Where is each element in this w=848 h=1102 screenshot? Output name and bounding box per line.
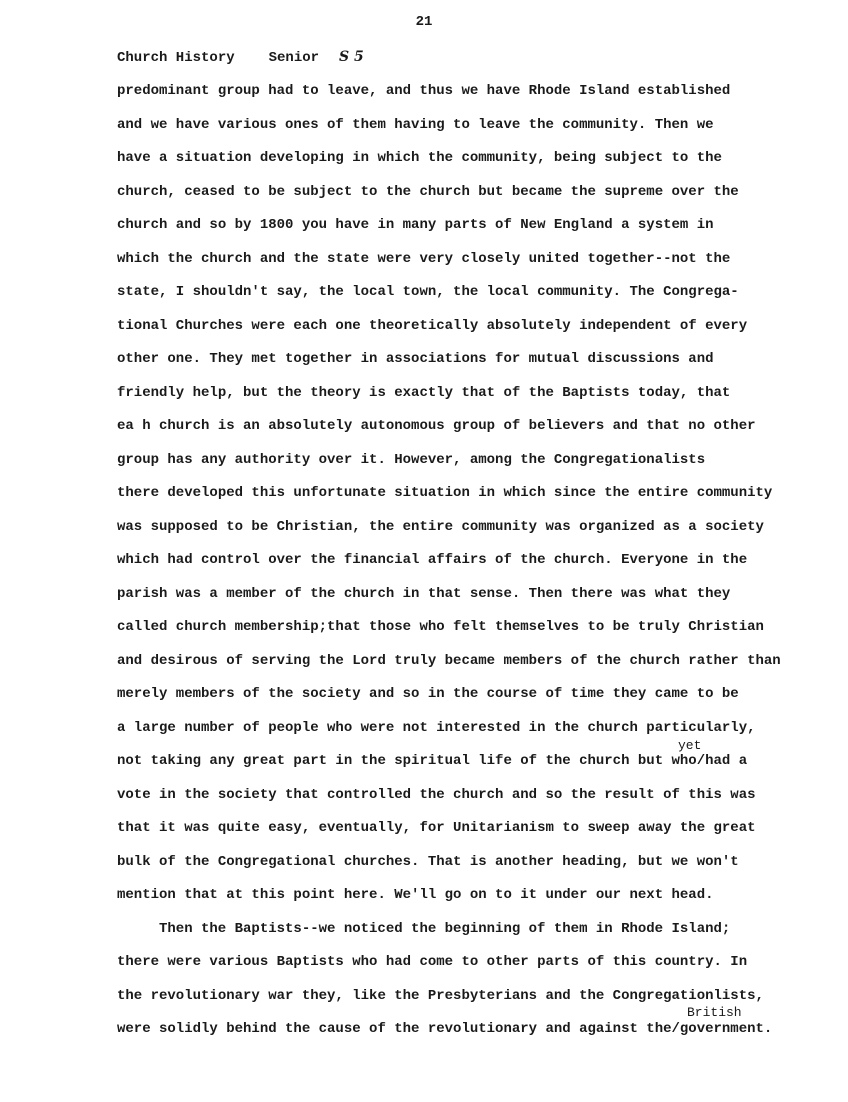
text-line: tional Churches were each one theoretically absolutely independent of every — [117, 317, 748, 334]
course-level: Senior — [268, 50, 320, 66]
text-line: and we have various ones of them having to leave the community. Then we — [117, 116, 714, 133]
text-line: was supposed to be Christian, the entire community was organized as a society — [117, 518, 764, 535]
text-line: parish was a member of the church in that sense. Then there was what they — [117, 585, 731, 602]
text-line: have a situation developing in which the community, being subject to the — [117, 150, 722, 166]
text-line: called church membership;that those who felt themselves to be truly Christian — [117, 619, 764, 635]
page-number: 21 — [415, 14, 433, 30]
text-line: a large number of people who were not interested in the church particularly, — [117, 719, 756, 736]
interlinear-insertion: British — [687, 1005, 742, 1020]
text-line: which had control over the financial affairs of the church. Everyone in the — [117, 552, 748, 568]
text-line: the revolutionary war they, like the Presbyterians and the Congregationlists, — [117, 987, 764, 1004]
text-line-with-insertion — [117, 1005, 817, 1051]
text-line: church, ceased to be subject to the church but became the supreme over the — [117, 183, 739, 200]
text-line: mention that at this point here. We'll go on to it under our next head. — [117, 887, 714, 903]
text-line: merely members of the society and so in the course of time they came to be — [117, 686, 739, 702]
text-line: that it was quite easy, eventually, for Unitarianism to sweep away the great — [117, 820, 756, 836]
interlinear-insertion: yet — [678, 738, 702, 753]
text-line: and desirous of serving the Lord truly became members of the church rather than — [117, 652, 781, 669]
text-line: church and so by 1800 you have in many parts of New England a system in — [117, 217, 714, 233]
body-text — [117, 79, 817, 1051]
text-line: there were various Baptists who had come to other parts of this country. In — [117, 954, 748, 970]
text-line: other one. They met together in associations for mutual discussions and — [117, 351, 714, 367]
line-text: were solidly behind the cause of the revolutionary and against the/government. — [117, 1021, 773, 1037]
document-header — [117, 49, 364, 66]
text-line: bulk of the Congregational churches. That is another heading, but we won't — [117, 853, 739, 870]
text-line: vote in the society that controlled the church and so the result of this was — [117, 786, 756, 803]
text-line-with-insertion — [117, 738, 817, 783]
text-line: ea h church is an absolutely autonomous group of believers and that no other — [117, 418, 756, 434]
text-line: group has any authority over it. However, among the Congregationalists — [117, 451, 706, 468]
course-title: Church History — [117, 50, 235, 66]
section-code: S 5 — [339, 49, 364, 65]
text-line: friendly help, but the theory is exactly that of the Baptists today, that — [117, 384, 731, 401]
paragraph-start-line: Then the Baptists--we noticed the beginning of them in Rhode Island; — [159, 920, 731, 937]
text-line: state, I shouldn't say, the local town, the local community. The Congrega- — [117, 284, 739, 300]
text-line: predominant group had to leave, and thus we have Rhode Island established — [117, 83, 731, 99]
line-text: not taking any great part in the spiritual life of the church but who/had a — [117, 753, 748, 769]
text-line: there developed this unfortunate situation in which since the entire community — [117, 485, 773, 501]
text-line: which the church and the state were very closely united together--not the — [117, 250, 731, 267]
